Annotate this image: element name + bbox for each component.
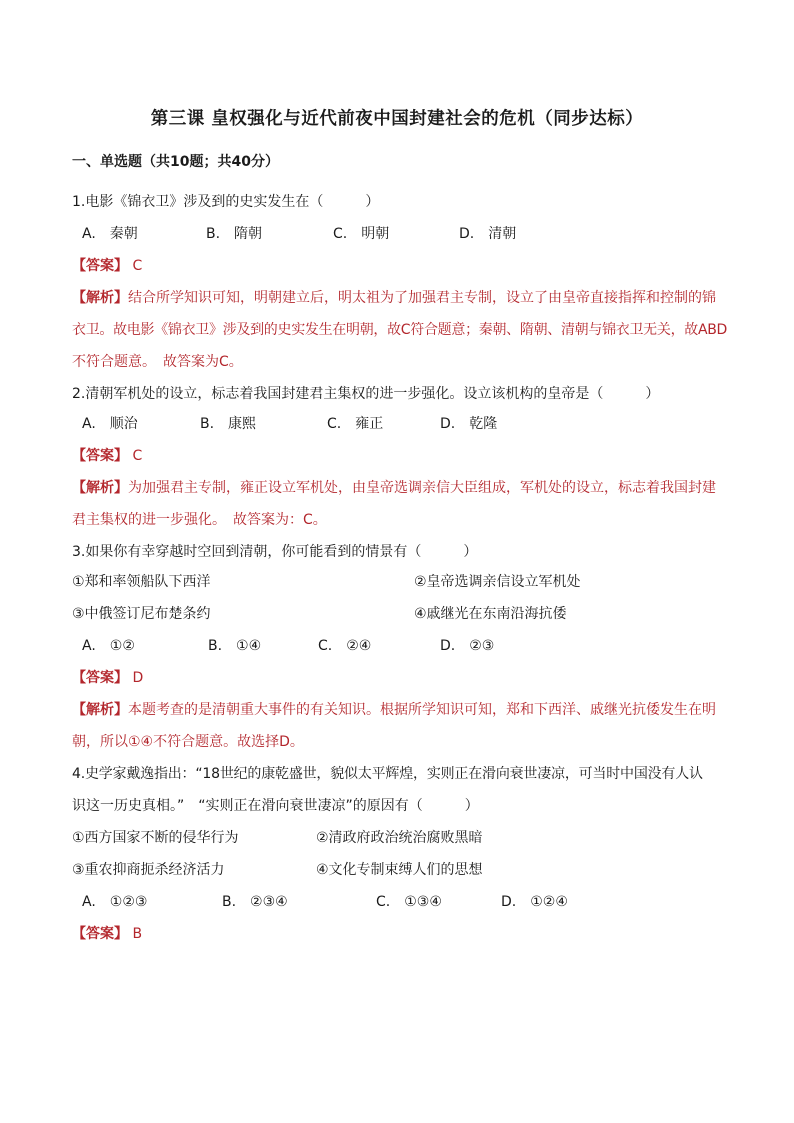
- question-3-statement-3: ③中俄签订尼布楚条约: [72, 606, 211, 622]
- question-1-option-c: C. 明朝: [333, 226, 390, 242]
- question-1-stem: 1.电影《锦衣卫》涉及到的史实发生在（ ）: [72, 194, 380, 210]
- question-4-option-a: A. ①②③: [82, 894, 148, 910]
- question-2-option-a: A. 顺治: [82, 416, 138, 432]
- question-3-statement-4: ④戚继光在东南沿海抗倭: [414, 606, 567, 622]
- answer-value: C: [132, 448, 143, 464]
- question-2-analysis-line-2: 君主集权的进一步强化。 故答案为：C。: [72, 512, 327, 528]
- section-heading: 一、单选题（共10题；共40分）: [72, 154, 279, 170]
- question-4-option-b: B. ②③④: [222, 894, 288, 910]
- question-2-stem: 2.清朝军机处的设立，标志着我国封建君主集权的进一步强化。设立该机构的皇帝是（ ）: [72, 386, 660, 402]
- question-3-option-a: A. ①②: [82, 638, 135, 654]
- analysis-tag: 【解析】: [72, 702, 128, 718]
- question-3-option-d: D. ②③: [440, 638, 495, 654]
- question-4-stem-line-2: 识这一历史真相。” “实则正在滑向衰世凄凉”的原因有（ ）: [72, 798, 479, 814]
- question-3-statement-1: ①郑和率领船队下西洋: [72, 574, 211, 590]
- question-3-analysis-line-2: 朝，所以①④不符合题意。故选择D。: [72, 734, 304, 750]
- question-3-analysis: [72, 700, 722, 720]
- question-1-option-a: A. 秦朝: [82, 226, 138, 242]
- question-1-option-d: D. 清朝: [459, 226, 517, 242]
- page-title: 第三课 皇权强化与近代前夜中国封建社会的危机（同步达标）: [150, 109, 644, 129]
- question-4-answer: [72, 924, 722, 944]
- answer-value: D: [132, 670, 144, 686]
- question-4-statement-2: ②清政府政治统治腐败黑暗: [316, 830, 483, 846]
- question-1-analysis: [72, 288, 722, 308]
- answer-tag: 【答案】: [72, 670, 128, 686]
- analysis-tag: 【解析】: [72, 290, 128, 306]
- question-1-option-b: B. 隋朝: [206, 226, 263, 242]
- analysis-tag: 【解析】: [72, 480, 128, 496]
- answer-tag: 【答案】: [72, 258, 128, 274]
- answer-tag: 【答案】: [72, 448, 128, 464]
- answer-tag: 【答案】: [72, 926, 128, 942]
- question-4-statement-3: ③重农抑商扼杀经济活力: [72, 862, 225, 878]
- analysis-text: 为加强君主专制，雍正设立军机处，由皇帝选调亲信大臣组成，军机处的设立，标志着我国封建: [128, 480, 716, 496]
- question-2-answer: [72, 446, 722, 466]
- question-3-statement-2: ②皇帝选调亲信设立军机处: [414, 574, 581, 590]
- question-2-option-c: C. 雍正: [327, 416, 384, 432]
- question-1-answer: [72, 256, 722, 276]
- question-4-option-c: C. ①③④: [376, 894, 442, 910]
- question-3-option-c: C. ②④: [318, 638, 372, 654]
- question-2-analysis: [72, 478, 722, 498]
- question-2-option-b: B. 康熙: [200, 416, 257, 432]
- answer-value: C: [132, 258, 143, 274]
- question-3-option-b: B. ①④: [208, 638, 262, 654]
- question-3-answer: [72, 668, 722, 688]
- question-1-analysis-line-2: 衣卫。故电影《锦衣卫》涉及到的史实发生在明朝，故C符合题意；秦朝、隋朝、清朝与锦衣卫无关，故ABD: [72, 322, 728, 338]
- question-4-statement-4: ④文化专制束缚人们的思想: [316, 862, 483, 878]
- answer-value: B: [132, 926, 143, 942]
- question-4-stem: 4.史学家戴逸指出：“18世纪的康乾盛世，貌似太平辉煌，实则正在滑向衰世凄凉，可当时中国没有人认: [72, 766, 703, 782]
- question-3-stem: 3.如果你有幸穿越时空回到清朝，你可能看到的情景有（ ）: [72, 544, 478, 560]
- question-2-option-d: D. 乾隆: [440, 416, 498, 432]
- analysis-text: 本题考查的是清朝重大事件的有关知识。根据所学知识可知，郑和下西洋、戚继光抗倭发生在明: [128, 702, 716, 718]
- question-4-option-d: D. ①②④: [501, 894, 568, 910]
- analysis-text: 结合所学知识可知，明朝建立后，明太祖为了加强君主专制，设立了由皇帝直接指挥和控制的锦: [128, 290, 716, 306]
- question-4-statement-1: ①西方国家不断的侵华行为: [72, 830, 239, 846]
- question-1-analysis-line-3: 不符合题意。 故答案为C。: [72, 354, 243, 370]
